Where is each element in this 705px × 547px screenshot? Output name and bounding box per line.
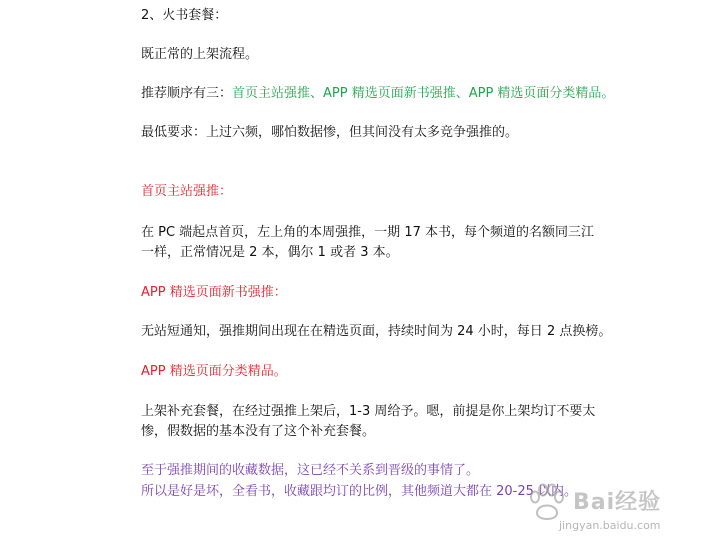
recommend-order-label: 推荐顺序有三： — [141, 86, 233, 101]
recommend-order-list: 首页主站强推、APP 精选页面新书强推、APP 精选页面分类精品。 — [232, 86, 615, 101]
watermark-brand: Bai经验 — [573, 490, 662, 515]
paragraph-homepage-push-2: 一样，正常情况是 2 本，偶尔 1 或者 3 本。 — [141, 245, 399, 260]
note-ratio: 所以是好是坏，全看书，收藏跟均订的比例，其他频道大都在 20-25 以内。 — [141, 484, 578, 499]
subheading-homepage-push: 首页主站强推： — [141, 184, 233, 199]
paragraph-app-category-picks-2: 惨，假数据的基本没有了这个补充套餐。 — [141, 424, 376, 439]
section-heading: 2、火书套餐： — [141, 8, 228, 23]
paragraph-recommend-order — [141, 85, 614, 103]
watermark-url: jingyan.baidu.com — [559, 519, 661, 532]
baidu-jingyan-watermark — [525, 479, 695, 539]
paragraph-app-new-book-push: 无站短通知，强推期间出现在在精选页面，持续时间为 24 小时，每日 2 点换榜。 — [141, 324, 612, 339]
subheading-app-new-book-push: APP 精选页面新书强推： — [141, 285, 287, 300]
paragraph-minimum-requirement: 最低要求：上过六频，哪怕数据惨，但其间没有太多竞争强推的。 — [141, 125, 519, 140]
subheading-app-category-picks: APP 精选页面分类精品。 — [141, 364, 287, 379]
note-collection-data: 至于强推期间的收藏数据，这已经不关系到晋级的事情了。 — [141, 463, 480, 478]
paragraph-normal-process: 既正常的上架流程。 — [141, 47, 259, 62]
paragraph-app-category-picks-1: 上架补充套餐，在经过强推上架后，1-3 周给予。嗯，前提是你上架均订不要太 — [141, 404, 596, 419]
paragraph-homepage-push-1: 在 PC 端起点首页，左上角的本周强推，一期 17 本书，每个频道的名额同三江 — [141, 225, 594, 240]
